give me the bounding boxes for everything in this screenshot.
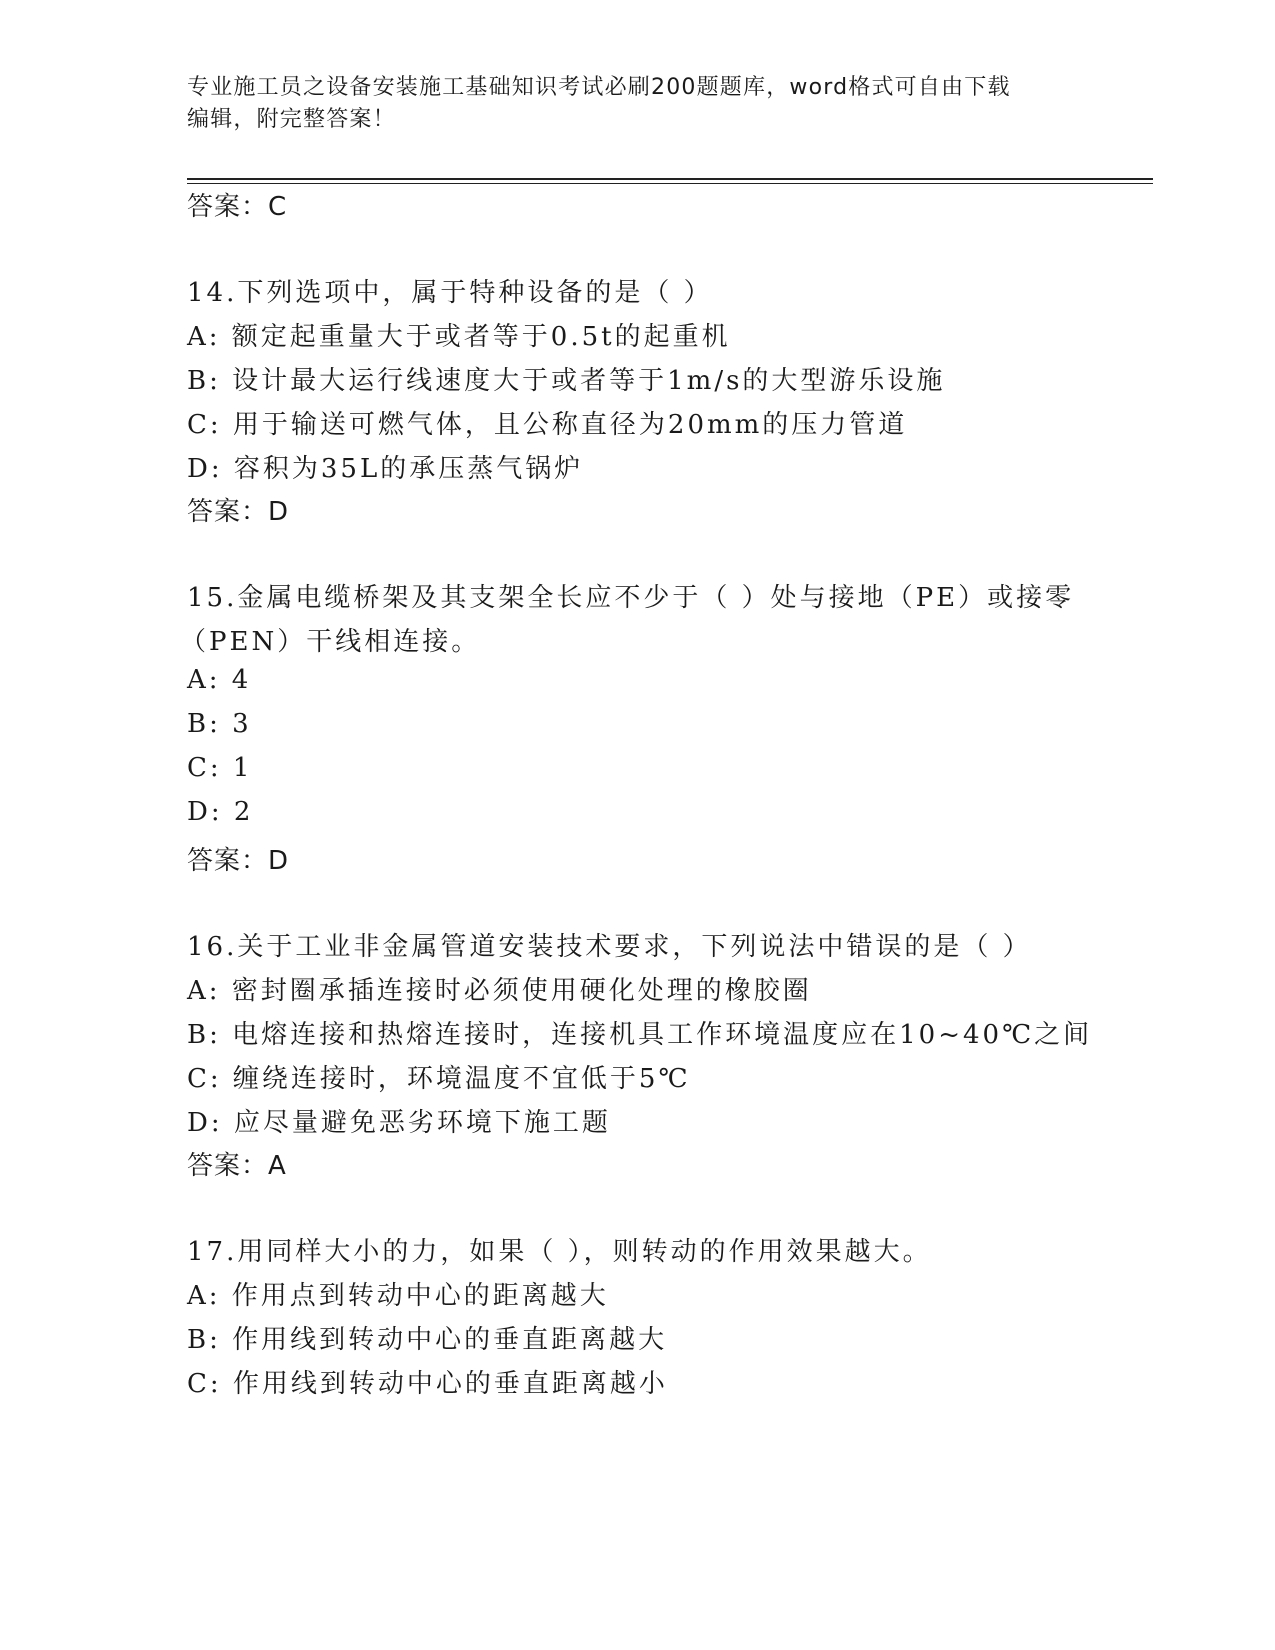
question-14-option-a: A: 额定起重量大于或者等于0.5t的起重机	[187, 322, 731, 352]
question-14: 14.下列选项中，属于特种设备的是（ ）	[187, 278, 713, 308]
document-header	[187, 72, 1067, 136]
question-16-option-d: D: 应尽量避免恶劣环境下施工题	[187, 1108, 611, 1138]
question-15-option-d: D: 2	[187, 797, 254, 827]
answer-14: 答案：D	[187, 497, 290, 527]
question-15-line-2: （PEN）干线相连接。	[180, 627, 481, 657]
question-17: 17.用同样大小的力，如果（ ），则转动的作用效果越大。	[187, 1237, 932, 1267]
question-15-option-c: C: 1	[187, 753, 253, 783]
question-16-option-c: C: 缠绕连接时，环境温度不宜低于5℃	[187, 1064, 691, 1094]
question-17-option-a: A: 作用点到转动中心的距离越大	[187, 1281, 609, 1311]
question-16: 16.关于工业非金属管道安装技术要求，下列说法中错误的是（ ）	[187, 932, 1032, 962]
answer-15: 答案：D	[187, 846, 290, 876]
question-17-option-c: C: 作用线到转动中心的垂直距离越小	[187, 1369, 668, 1399]
header-rule-thick	[187, 178, 1153, 180]
question-15-option-a: A: 4	[187, 665, 252, 695]
question-14-option-b: B: 设计最大运行线速度大于或者等于1m/s的大型游乐设施	[187, 366, 946, 396]
question-16-option-b: B: 电熔连接和热熔连接时，连接机具工作环境温度应在10~40℃之间	[187, 1020, 1093, 1050]
question-15-line-1: 15.金属电缆桥架及其支架全长应不少于（ ）处与接地（PE）或接零	[187, 583, 1075, 613]
question-16-option-a: A: 密封圈承插连接时必须使用硬化处理的橡胶圈	[187, 976, 812, 1006]
answer-16: 答案：A	[187, 1151, 287, 1181]
question-17-option-b: B: 作用线到转动中心的垂直距离越大	[187, 1325, 668, 1355]
header-title-line-1: 专业施工员之设备安装施工基础知识考试必刷200题题库，word格式可自由下载	[187, 75, 1011, 100]
header-title-line-2: 编辑，附完整答案！	[187, 107, 396, 132]
question-14-option-c: C: 用于输送可燃气体，且公称直径为20mm的压力管道	[187, 410, 908, 440]
question-14-option-d: D: 容积为35L的承压蒸气锅炉	[187, 454, 584, 484]
header-rule-thin	[187, 183, 1153, 184]
question-15-option-b: B: 3	[187, 709, 252, 739]
answer-13: 答案：C	[187, 192, 288, 222]
